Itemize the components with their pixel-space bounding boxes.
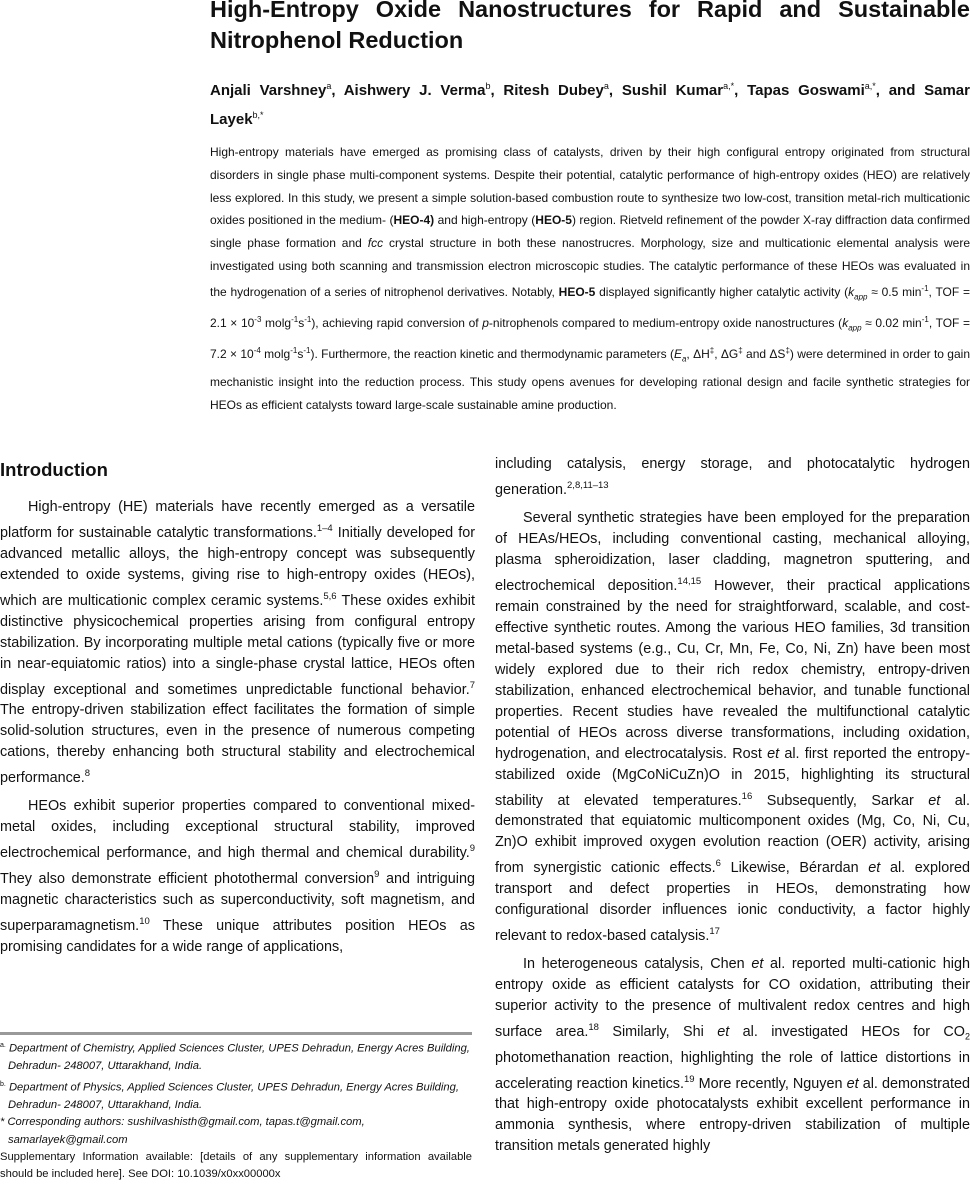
citation-ref: 8 bbox=[84, 768, 91, 780]
footnote-mark: b. bbox=[0, 1080, 6, 1088]
footnote-text: Department of Chemistry, Applied Sciences Cluster, UPES Dehradun, Energy Acres Building, Dehradun- 248007, Uttarakhand, India. bbox=[5, 1042, 470, 1073]
body-paragraph bbox=[0, 796, 475, 957]
abstract-text: molg bbox=[261, 315, 292, 330]
abstract-symbol: k bbox=[848, 284, 855, 299]
body-text: In heterogeneous catalysis, Chen bbox=[523, 955, 752, 972]
abstract-superscript: -1 bbox=[921, 283, 929, 293]
citation-ref: 7 bbox=[469, 679, 475, 691]
left-column bbox=[0, 458, 475, 965]
body-italic: et bbox=[868, 860, 881, 877]
author-name: Sushil Kumar bbox=[621, 82, 724, 99]
body-text: al. reported multi-cationic high entropy oxide as efficient catalysts for CO oxidation, attributing their superior activity to the presence of multivalent redox centres and high surface area. bbox=[495, 955, 970, 1040]
body-paragraph bbox=[495, 454, 970, 501]
body-paragraph bbox=[0, 497, 475, 789]
body-paragraph bbox=[495, 954, 970, 1157]
body-text: These oxides exhibit distinctive physicochemical properties arising from configural entropy stabilization. By incorporating multiple metal cations (typically five or more in near-equiatomic ratios) into a single-phase crystal lattice, HEOs often display exceptional and sometimes unpredictable functional behavior. bbox=[0, 592, 475, 698]
abstract-superscript: -1 bbox=[921, 314, 929, 324]
abstract-text: High-entropy materials have emerged as promising class of catalysts, driven by their high configural entropy originated from structural disorders in single phase multi-component systems. Despite their potential, catalytic performance of high-entropy oxides (HEO) are relatively less explored. In this study, we present a simple solution-based combustion route to synthesize two low-cost, transition metal-rich multicationic oxides positioned in the medium- ( bbox=[210, 145, 970, 228]
body-italic: et bbox=[717, 1023, 730, 1040]
body-text: High-entropy (HE) materials have recently emerged as a versatile platform for sustainable catalytic transformations. bbox=[0, 499, 475, 541]
citation-ref: 14,15 bbox=[677, 575, 702, 587]
author-affiliation: b bbox=[485, 81, 491, 91]
body-italic: et bbox=[751, 955, 764, 972]
author-affiliation: a bbox=[326, 81, 332, 91]
author-affiliation: a,* bbox=[723, 81, 735, 91]
body-text: photomethanation reaction, highlighting the role of lattice distortions in accelerating reaction kinetics. bbox=[495, 1049, 970, 1092]
author-affiliation: a bbox=[603, 81, 609, 91]
abstract-symbol: k bbox=[842, 315, 849, 330]
abstract-superscript: ‡ bbox=[709, 346, 715, 356]
abstract bbox=[210, 141, 970, 417]
body-italic: et bbox=[928, 792, 941, 809]
author-separator: , and bbox=[875, 82, 925, 99]
supplementary-info-note: Supplementary Information available: [details of any supplementary information available should be included here]. See DOI: 10.1039/x0xx00000x bbox=[0, 1151, 472, 1180]
body-paragraph bbox=[495, 508, 970, 947]
paper-title: High-Entropy Oxide Nanostructures for Rapid and Sustainable Nitrophenol Reduction bbox=[210, 0, 970, 53]
body-text: More recently, Nguyen bbox=[694, 1075, 847, 1092]
abstract-text: and ΔS bbox=[742, 347, 786, 362]
body-text: al. first reported the entropy-stabilized oxide (MgCoNiCuZn)O in 2015, highlighting its structural stability at elevated temperatures. bbox=[495, 745, 970, 809]
body-text: The entropy-driven stabilization effect facilitates the formation of simple solid-solution structures, even in the presence of numerous competing cations, thereby enhancing both structural stability and electrochemical performance. bbox=[0, 702, 475, 787]
abstract-text: crystal structure in both these nanostrucres. Morphology, size and multicationic elemental analysis were investigated using both scanning and transmission electron microscopic studies. The catalytic performance of these HEOs was evaluated in the hydrogenation of a series of nitrophenol derivatives. Notably, bbox=[210, 236, 970, 299]
abstract-subscript: app bbox=[854, 292, 868, 302]
abstract-text: displayed significantly higher catalytic activity ( bbox=[595, 284, 849, 299]
body-italic: et bbox=[767, 745, 780, 762]
body-text: including catalysis, energy storage, and photocatalytic hydrogen generation. bbox=[495, 456, 970, 498]
footnote-text: Department of Physics, Applied Sciences Cluster, UPES Dehradun, Energy Acres Building, Dehradun- 248007, Uttarakhand, India. bbox=[5, 1081, 459, 1111]
abstract-superscript: ‡ bbox=[785, 346, 790, 356]
abstract-superscript: -1 bbox=[290, 346, 298, 356]
abstract-superscript: -1 bbox=[291, 314, 299, 324]
footnote-mark: a. bbox=[0, 1042, 6, 1049]
abstract-text: ≈ 0.5 min bbox=[867, 284, 922, 299]
body-text: Similarly, Shi bbox=[598, 1023, 718, 1040]
abstract-text: s bbox=[298, 315, 305, 330]
body-text: al. demonstrated that equiatomic multicomponent oxides (Mg, Co, Ni, Cu, Zn)O exhibit improved oxygen evolution reaction (OER) activity, arising from synergistic cationic effects. bbox=[495, 792, 970, 877]
author-separator: , bbox=[734, 82, 748, 99]
body-text: and intriguing magnetic characteristics such as superconductivity, soft magnetism, and superparamagnetism. bbox=[0, 870, 475, 934]
citation-ref: 17 bbox=[709, 926, 720, 938]
body-text: They also demonstrate efficient photothermal conversion bbox=[0, 870, 375, 887]
body-text: al. explored transport and defect properties in HEOs, demonstrating how configurational disorder influences ionic conductivity, a factor highly relevant to redox-based catalysis. bbox=[495, 860, 970, 944]
body-text: Initially developed for advanced metallic alloys, the high-entropy concept was subsequently extended to oxide systems, giving rise to high-entropy oxides (HEOs), which are multicationic complex ceramic systems. bbox=[0, 524, 475, 609]
abstract-superscript: ‡ bbox=[738, 346, 743, 356]
author-separator: , bbox=[608, 82, 622, 99]
body-text: These unique attributes position HEOs as promising candidates for a wide range of applications, bbox=[0, 917, 475, 955]
section-heading-introduction: Introduction bbox=[0, 459, 108, 480]
body-text: Subsequently, Sarkar bbox=[752, 792, 929, 809]
author-affiliation: a,* bbox=[864, 81, 876, 91]
abstract-superscript: -1 bbox=[304, 314, 312, 324]
abstract-text: ). Furthermore, the reaction kinetic and thermodynamic parameters ( bbox=[310, 347, 674, 362]
author-affiliation: b,* bbox=[252, 110, 264, 120]
author-name: Tapas Goswami bbox=[747, 82, 865, 99]
author-list bbox=[210, 74, 970, 132]
abstract-text: ) were determined in order to gain mechanistic insight into the reduction process. This study opens avenues for developing rational design and facile synthetic strategies for HEOs as efficient catalysts toward large-scale sustainable amine production. bbox=[210, 347, 970, 413]
abstract-term: fcc bbox=[367, 236, 384, 251]
affiliation-footnotes bbox=[0, 1037, 472, 1149]
abstract-superscript: -4 bbox=[253, 346, 261, 356]
abstract-subscript: a bbox=[681, 354, 687, 364]
author-name: Ritesh Dubey bbox=[503, 82, 604, 99]
abstract-superscript: -3 bbox=[254, 314, 262, 324]
abstract-text: and high-entropy ( bbox=[434, 213, 536, 228]
citation-ref: 10 bbox=[139, 915, 150, 927]
abstract-text: molg bbox=[260, 347, 291, 362]
body-text: al. demonstrated that high-entropy oxide photocatalysts exhibit excellent performance in ammonia synthesis, where entropy-driven stabilization of multiple transition metals generated highly bbox=[495, 1075, 970, 1155]
body-text: Several synthetic strategies have been employed for the preparation of HEAs/HEOs, including conventional casting, mechanical alloying, plasma spheroidization, laser cladding, magnetron sputtering, and electrochemical deposition. bbox=[495, 509, 970, 594]
right-column bbox=[495, 454, 970, 1164]
abstract-symbol: E bbox=[673, 347, 682, 362]
abstract-superscript: -1 bbox=[303, 346, 311, 356]
abstract-term: HEO-4) bbox=[393, 213, 435, 228]
footnote-affiliation-a bbox=[0, 1037, 472, 1076]
citation-ref: 19 bbox=[683, 1073, 695, 1085]
citation-ref: 18 bbox=[588, 1021, 599, 1033]
abstract-term: HEO-5 bbox=[558, 284, 596, 299]
abstract-text: ≈ 0.02 min bbox=[861, 315, 922, 330]
abstract-text: -nitrophenols compared to medium-entropy oxide nanostructures ( bbox=[488, 315, 843, 330]
abstract-text: , TOF = 2.1 × 10 bbox=[210, 284, 970, 330]
citation-ref: 5,6 bbox=[323, 590, 337, 602]
abstract-text: , ΔH bbox=[686, 347, 710, 362]
footnote-divider bbox=[0, 1032, 472, 1035]
abstract-text: s bbox=[297, 347, 304, 362]
author-name: Anjali Varshney bbox=[210, 82, 327, 99]
body-text: However, their practical applications remain constrained by the need for straightforward, scalable, and cost-effective synthetic routes. Among the various HEO families, 3d transition metal-based systems (e.g., Cu, Cr, Mn, Fe, Co, Ni, Zn) have been most widely explored due to their rich redox chemistry, entropy-driven stabilization, enhanced electrochemical behavior, and tunable functional properties. Recent studies have revealed the multifunctional catalytic potential of HEOs across diverse transformations, including oxidation, hydrogenation, and electrocatalysis. Rost bbox=[495, 577, 970, 762]
body-text: Likewise, Bérardan bbox=[720, 860, 869, 877]
citation-ref: 1–4 bbox=[316, 523, 333, 534]
author-separator: , bbox=[331, 82, 344, 99]
body-italic: et bbox=[846, 1075, 859, 1092]
body-subscript: 2 bbox=[964, 1031, 970, 1042]
citation-ref: 16 bbox=[741, 790, 753, 802]
body-text: HEOs exhibit superior properties compared to conventional mixed-metal oxides, including exceptional structural stability, improved electrochemical performance, and high thermal and chemical durability. bbox=[0, 798, 475, 861]
footnote-corresponding-authors: * Corresponding authors: sushilvashisth@gmail.com, tapas.t@gmail.com, samarlayek@gmail.com bbox=[0, 1116, 365, 1146]
author-name: Aishwery J. Verma bbox=[343, 82, 486, 99]
abstract-subscript: app bbox=[848, 323, 862, 333]
abstract-term: HEO-5 bbox=[535, 213, 572, 228]
citation-ref: 9 bbox=[374, 868, 380, 880]
abstract-text: , TOF = 7.2 × 10 bbox=[210, 315, 970, 362]
author-name: Samar Layek bbox=[210, 82, 970, 128]
body-text: al. investigated HEOs for CO bbox=[729, 1023, 965, 1040]
footnote-affiliation-b bbox=[0, 1076, 472, 1115]
abstract-term: p bbox=[482, 315, 489, 330]
abstract-text: ), achieving rapid conversion of bbox=[311, 315, 483, 330]
citation-ref: 9 bbox=[469, 843, 475, 855]
abstract-text: , ΔG bbox=[714, 347, 739, 362]
author-separator: , bbox=[490, 82, 504, 99]
abstract-text: ) region. Rietveld refinement of the powder X-ray diffraction data confirmed single phase formation and bbox=[210, 213, 970, 251]
citation-ref: 6 bbox=[715, 858, 721, 870]
citation-ref: 2,8,11–13 bbox=[567, 480, 609, 491]
